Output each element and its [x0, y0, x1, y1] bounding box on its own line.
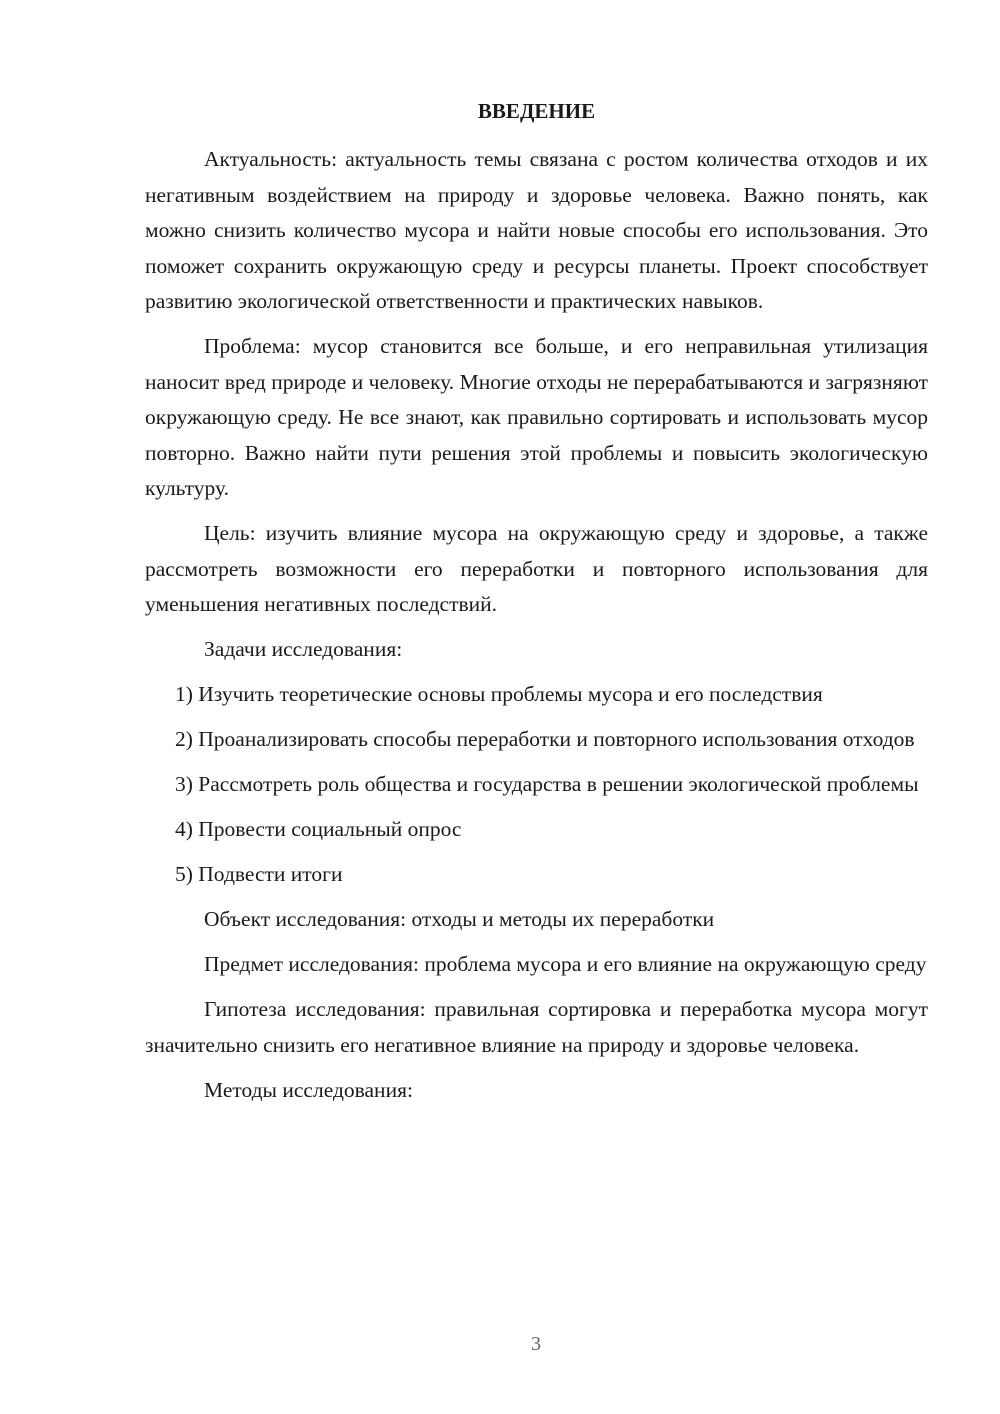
task-item-2: 2) Проанализировать способы переработки и повторного использования отходов	[175, 727, 915, 751]
methods-heading: Методы исследования:	[204, 1077, 413, 1102]
tasks-heading: Задачи исследования:	[204, 637, 403, 661]
paragraph-hypothesis: Гипотеза исследования: правильная сортировка и переработка мусора могут значительно снизить его негативное влияние на природу и здоровье человека.	[145, 997, 928, 1057]
task-item-4: 4) Провести социальный опрос	[175, 817, 462, 841]
paragraph-object: Объект исследования: отходы и методы их переработки	[204, 907, 715, 931]
task-item-5: 5) Подвести итоги	[175, 862, 343, 886]
page-title: ВВЕДЕНИЕ	[477, 99, 596, 123]
paragraph-goal: Цель: изучить влияние мусора на окружающую среду и здоровье, а также рассмотреть возможности его переработки и повторного использования для уменьшения негативных последствий.	[145, 521, 928, 616]
page-number: 3	[531, 1333, 541, 1355]
document-body	[145, 142, 928, 1118]
paragraph-subject: Предмет исследования: проблема мусора и его влияние на окружающую среду	[204, 952, 927, 976]
paragraph-relevance: Актуальность: актуальность темы связана с ростом количества отходов и их негативным воздействием на природу и здоровье человека. Важно понять, как можно снизить количество мусора и найти новые способы его использования. Это поможет сохранить окружающую среду и ресурсы планеты. Проект способствует развитию экологической ответственности и практических навыков.	[145, 147, 928, 313]
task-item-3: 3) Рассмотреть роль общества и государства в решении экологической проблемы	[175, 772, 919, 796]
task-item-1: 1) Изучить теоретические основы проблемы мусора и его последствия	[175, 682, 823, 706]
paragraph-problem: Проблема: мусор становится все больше, и его неправильная утилизация наносит вред природе и человеку. Многие отходы не перерабатываются и загрязняют окружающую среду. Не все знают, как правильно сортировать и использовать мусор повторно. Важно найти пути решения этой проблемы и повысить экологическую культуру.	[145, 334, 928, 500]
